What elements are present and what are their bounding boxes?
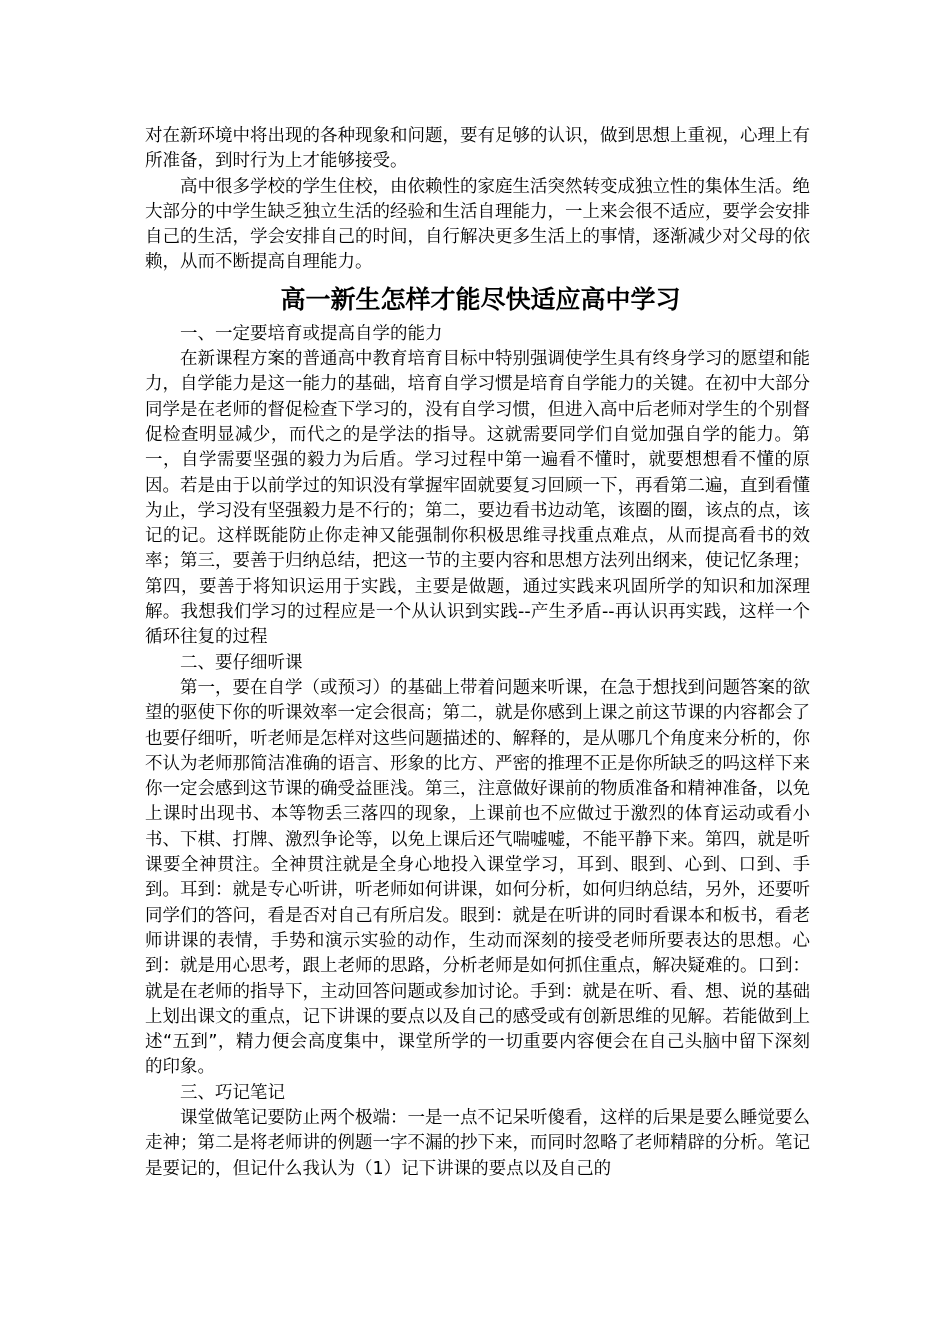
section-1-heading: 一、一定要培育或提高自学的能力: [180, 323, 443, 344]
document-body: [145, 124, 810, 1182]
section-1-body: 在新课程方案的普通高中教育培育目标中特别强调使学生具有终身学习的愿望和能力，自学能力是这一能力的基础，培育自学习惯是培育自学能力的关键。在初中大部分同学是在老师的督促检查下学习的，没有自学习惯，但进入高中后老师对学生的个别督促检查明显减少，而代之的是学法的指导。这就需要同学们自觉加强自学的能力。第一，自学需要坚强的毅力为后盾。学习过程中第一遍看不懂时，就要想想看不懂的原因。若是由于以前学过的知识没有掌握牢固就要复习回顾一下，再看第二遍，直到看懂为止，学习没有坚强毅力是不行的；第二，要边看书边动笔，该圈的圈，该点的点，该记的记。这样既能防止你走神又能强制你积极思维寻找重点难点，从而提高看书的效率；第三，要善于归纳总结，把这一节的主要内容和思想方法列出纲来，使记忆条理；第四，要善于将知识运用于实践，主要是做题，通过实践来巩固所学的知识和加深理解。我想我们学习的过程应是一个从认识到实践--产生矛盾--再认识再实践，这样一个循环往复的过程: [145, 349, 810, 648]
intro-paragraph-2: 高中很多学校的学生住校，由依赖性的家庭生活突然转变成独立性的集体生活。绝大部分的中学生缺乏独立生活的经验和生活自理能力，一上来会很不适应，要学会安排自己的生活，学会安排自己的时间，自行解决更多生活上的事情，逐渐减少对父母的依赖，从而不断提高自理能力。: [145, 176, 810, 273]
section-2-body: 第一，要在自学（或预习）的基础上带着问题来听课，在急于想找到问题答案的欲望的驱使下你的听课效率一定会很高；第二，就是你感到上课之前这节课的内容都会了也要仔细听，听老师是怎样对这些问题描述的、解释的，是从哪几个角度来分析的，你不认为老师那简洁准确的语言、形象的比方、严密的推理不正是你所缺乏的吗这样下来你一定会感到这节课的确受益匪浅。第三，注意做好课前的物质准备和精神准备，以免上课时出现书、本等物丢三落四的现象，上课前也不应做过于激烈的体育运动或看小书、下棋、打牌、激烈争论等，以免上课后还气喘嘘嘘，不能平静下来。第四，就是听课要全神贯注。全神贯注就是全身心地投入课堂学习，耳到、眼到、心到、口到、手到。耳到：就是专心听讲，听老师如何讲课，如何分析，如何归纳总结，另外，还要听同学们的答问，看是否对自己有所启发。眼到：就是在听讲的同时看课本和板书，看老师讲课的表情，手势和演示实验的动作，生动而深刻的接受老师所要表达的思想。心到：就是用心思考，跟上老师的思路，分析老师是如何抓住重点，解决疑难的。口到：就是在老师的指导下，主动回答问题或参加讨论。手到：就是在听、看、想、说的基础上划出课文的重点，记下讲课的要点以及自己的感受或有创新思维的见解。若能做到上述“五到”，精力便会高度集中，课堂所学的一切重要内容便会在自己头脑中留下深刻的印象。: [145, 677, 810, 1078]
section-3-heading: 三、巧记笔记: [180, 1082, 285, 1103]
intro-paragraph-1: 对在新环境中将出现的各种现象和问题，要有足够的认识，做到思想上重视，心理上有所准备，到时行为上才能够接受。: [145, 126, 810, 172]
section-2-heading: 二、要仔细听课: [180, 652, 303, 673]
document-title: 高一新生怎样才能尽快适应高中学习: [280, 284, 681, 314]
section-3-body: 课堂做笔记要防止两个极端：一是一点不记呆听傻看，这样的后果是要么睡觉要么走神；第二是将老师讲的例题一字不漏的抄下来，而同时忽略了老师精辟的分析。笔记是要记的，但记什么我认为（1）记下讲课的要点以及自己的: [145, 1107, 810, 1179]
